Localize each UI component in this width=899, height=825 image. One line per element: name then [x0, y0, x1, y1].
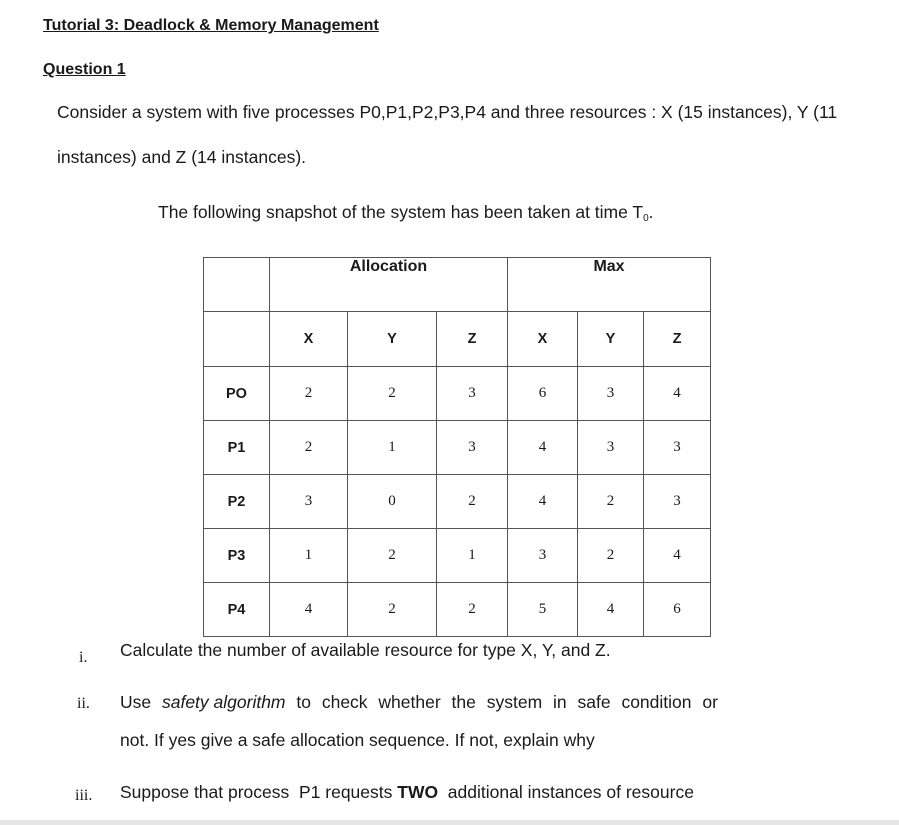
item-iii-number: iii. — [75, 787, 93, 804]
table-cell: 2 — [437, 583, 508, 637]
table-cell: 5 — [508, 583, 578, 637]
item-ii-word: Use — [120, 692, 152, 712]
table-cell: 6 — [644, 583, 711, 637]
table-cell: 2 — [348, 583, 437, 637]
table-cell: 6 — [508, 367, 578, 421]
document-title: Tutorial 3: Deadlock & Memory Management — [43, 17, 379, 34]
col-max-z: Z — [644, 312, 711, 367]
table-cell: 2 — [270, 421, 348, 475]
table-subheader-corner — [204, 312, 270, 367]
col-alloc-x: X — [270, 312, 348, 367]
table-cell: 1 — [437, 529, 508, 583]
table-header-row — [204, 258, 711, 312]
table-cell: 4 — [270, 583, 348, 637]
table-row — [204, 421, 711, 475]
item-ii-line-2: not. If yes give a safe allocation sequence. If not, explain why — [120, 730, 595, 750]
snapshot-subscript: 0 — [643, 213, 649, 224]
max-header: Max — [508, 258, 711, 312]
table-cell: 2 — [437, 475, 508, 529]
item-i-text: Calculate the number of available resource for type X, Y, and Z. — [120, 640, 611, 660]
snapshot-sentence — [158, 202, 654, 224]
item-ii-number: ii. — [77, 695, 90, 712]
item-ii-emphasis: safety algorithm — [161, 692, 286, 712]
table-cell: 3 — [437, 421, 508, 475]
item-ii-word: in — [553, 692, 567, 712]
item-iii-post: additional instances of resource — [438, 782, 694, 802]
item-ii-word: check — [321, 692, 368, 712]
item-iii-text — [120, 782, 694, 803]
question-heading: Question 1 — [43, 61, 126, 78]
table-cell: 3 — [644, 475, 711, 529]
table-cell: 3 — [578, 367, 644, 421]
item-ii-word: the — [451, 692, 476, 712]
table-cell: 3 — [437, 367, 508, 421]
col-alloc-y: Y — [348, 312, 437, 367]
item-ii-word: condition — [621, 692, 692, 712]
table-cell: 2 — [348, 367, 437, 421]
item-ii-word: to — [296, 692, 311, 712]
table-cell: 4 — [644, 367, 711, 421]
table-cell: 2 — [270, 367, 348, 421]
col-max-y: Y — [578, 312, 644, 367]
intro-line-2: instances) and Z (14 instances). — [57, 147, 307, 167]
item-ii-word: safe — [577, 692, 611, 712]
table-cell: 3 — [508, 529, 578, 583]
table-cell: 3 — [578, 421, 644, 475]
table-cell: 4 — [644, 529, 711, 583]
item-ii-line-1 — [120, 692, 718, 713]
table-cell: 4 — [578, 583, 644, 637]
snapshot-text: The following snapshot of the system has been taken at time T — [158, 202, 644, 222]
process-label: P3 — [204, 529, 270, 583]
col-alloc-z: Z — [437, 312, 508, 367]
table-cell: 4 — [508, 475, 578, 529]
process-label: P1 — [204, 421, 270, 475]
process-label: P4 — [204, 583, 270, 637]
table-column-row — [204, 312, 711, 367]
table-cell: 4 — [508, 421, 578, 475]
item-i-number: i. — [79, 649, 88, 666]
item-ii-word: system — [486, 692, 543, 712]
item-ii-word: whether — [378, 692, 441, 712]
table-cell: 1 — [270, 529, 348, 583]
table-cell: 3 — [270, 475, 348, 529]
intro-line-1: Consider a system with five processes P0,P1,P2,P3,P4 and three resources : X (15 instances), Y (11 — [57, 102, 838, 122]
table-row — [204, 529, 711, 583]
process-label: P2 — [204, 475, 270, 529]
item-ii-word: or — [702, 692, 718, 712]
table-cell: 2 — [578, 475, 644, 529]
snapshot-table — [203, 257, 711, 637]
table-row — [204, 367, 711, 421]
page-bottom-divider — [0, 820, 899, 825]
table-cell: 1 — [348, 421, 437, 475]
table-row — [204, 583, 711, 637]
table-cell: 2 — [348, 529, 437, 583]
table-cell: 0 — [348, 475, 437, 529]
col-max-x: X — [508, 312, 578, 367]
table-cell: 3 — [644, 421, 711, 475]
process-label: PO — [204, 367, 270, 421]
table-corner-cell — [204, 258, 270, 312]
table-row — [204, 475, 711, 529]
snapshot-period: . — [648, 202, 654, 222]
allocation-header: Allocation — [270, 258, 508, 312]
table-cell: 2 — [578, 529, 644, 583]
item-iii-bold: TWO — [397, 782, 439, 802]
item-iii-pre: Suppose that process P1 requests — [120, 782, 398, 802]
